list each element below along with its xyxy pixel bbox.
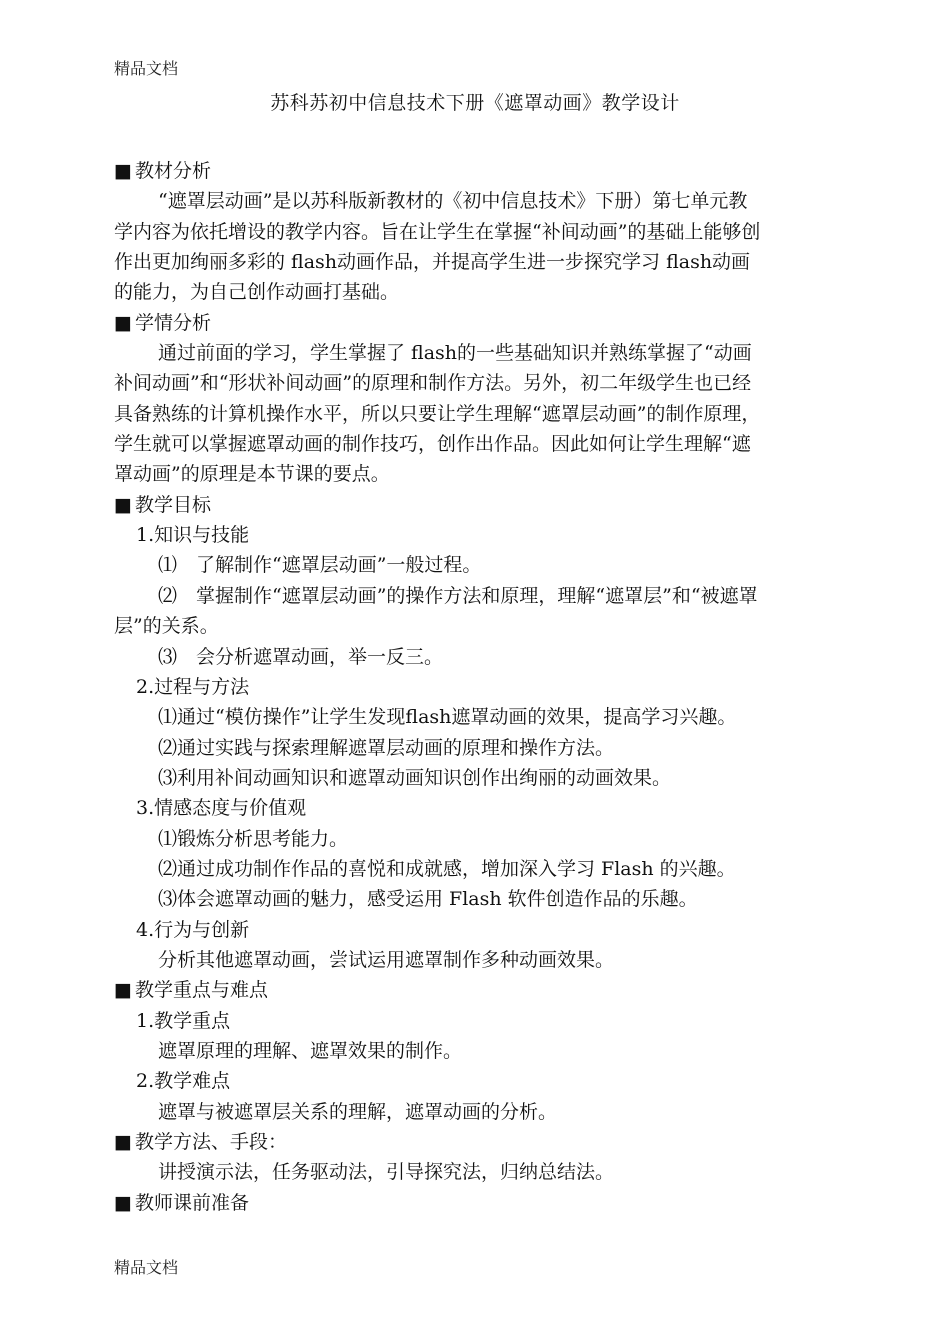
sub-item: ⑶利用补间动画知识和遮罩动画知识创作出绚丽的动画效果。 <box>158 766 672 789</box>
sub-item: ⑶ 会分析遮罩动画，举一反三。 <box>158 645 444 668</box>
sub-item: ⑴通过“模仿操作”让学生发现flash遮罩动画的效果，提高学习兴趣。 <box>158 706 737 729</box>
sub-item: ⑵ 掌握制作“遮罩层动画”的操作方法和原理，理解“遮罩层”和“被遮罩 <box>158 584 758 607</box>
numbered-item: 3.情感态度与价值观 <box>136 797 307 820</box>
section-heading-text: 教学重点与难点 <box>135 979 269 1002</box>
paragraph-line: 补间动画”和“形状补间动画”的原理和制作方法。另外，初二年级学生也已经 <box>114 372 752 395</box>
numbered-item: 2.教学难点 <box>136 1070 231 1093</box>
paragraph-line: 层”的关系。 <box>114 615 219 638</box>
paragraph-line: 罩动画”的原理是本节课的要点。 <box>114 463 390 486</box>
square-bullet-icon: ■ <box>114 311 132 334</box>
section-heading <box>114 1127 944 1157</box>
sub-item: ⑴ 了解制作“遮罩层动画”一般过程。 <box>158 554 482 577</box>
numbered-item: 1.教学重点 <box>136 1009 231 1032</box>
paragraph-line: 遮罩与被遮罩层关系的理解，遮罩动画的分析。 <box>158 1100 558 1123</box>
square-bullet-icon: ■ <box>114 160 132 182</box>
sub-item: ⑶体会遮罩动画的魅力，感受运用 Flash 软件创造作品的乐趣。 <box>158 888 698 911</box>
sub-item: ⑵通过成功制作作品的喜悦和成就感，增加深入学习 Flash 的兴趣。 <box>158 857 736 880</box>
paragraph-line: 学内容为依托增设的教学内容。旨在让学生在掌握“补间动画”的基础上能够创 <box>114 220 761 243</box>
section-heading-text: 教师课前准备 <box>135 1191 250 1214</box>
square-bullet-icon: ■ <box>114 1131 132 1153</box>
paragraph-line: “遮罩层动画”是以苏科版新教材的《初中信息技术》下册）第七单元教 <box>158 190 748 213</box>
square-bullet-icon: ■ <box>114 493 132 516</box>
paragraph-line: 学生就可以掌握遮罩动画的制作技巧，创作出作品。因此如何让学生理解“遮 <box>114 433 751 456</box>
document-body <box>114 156 944 1218</box>
numbered-item: 4.行为与创新 <box>136 918 250 941</box>
page-footer: 精品文档 <box>114 1258 179 1277</box>
sub-item: ⑴锻炼分析思考能力。 <box>158 827 349 850</box>
square-bullet-icon: ■ <box>114 1191 132 1214</box>
square-bullet-icon: ■ <box>114 979 132 1002</box>
paragraph-line: 通过前面的学习，学生掌握了 flash的一些基础知识并熟练掌握了“动画 <box>158 342 752 365</box>
section-heading-text: 学情分析 <box>135 311 212 334</box>
paragraph-line: 具备熟练的计算机操作水平，所以只要让学生理解“遮罩层动画”的制作原理， <box>114 402 761 425</box>
section-heading-text: 教学方法、手段： <box>135 1131 288 1153</box>
numbered-item: 2.过程与方法 <box>136 675 250 698</box>
paragraph-line: 作出更加绚丽多彩的 flash动画作品，并提高学生进一步探究学习 flash动画 <box>114 251 751 274</box>
paragraph-line: 分析其他遮罩动画，尝试运用遮罩制作多种动画效果。 <box>158 948 615 971</box>
numbered-item: 1.知识与技能 <box>136 524 250 547</box>
page-header: 精品文档 <box>114 59 179 78</box>
section-heading-text: 教学目标 <box>135 493 212 516</box>
section-heading <box>114 1188 944 1218</box>
section-heading <box>114 975 944 1005</box>
section-heading <box>114 156 944 186</box>
section-heading <box>114 308 944 338</box>
paragraph-line: 的能力，为自己创作动画打基础。 <box>114 281 400 304</box>
section-heading <box>114 490 944 520</box>
document-title: 苏科苏初中信息技术下册《遮罩动画》教学设计 <box>270 92 680 114</box>
paragraph-line: 遮罩原理的理解、遮罩效果的制作。 <box>158 1039 463 1062</box>
section-heading-text: 教材分析 <box>135 160 212 182</box>
paragraph-line: 讲授演示法，任务驱动法，引导探究法，归纳总结法。 <box>158 1161 615 1184</box>
sub-item: ⑵通过实践与探索理解遮罩层动画的原理和操作方法。 <box>158 736 615 759</box>
